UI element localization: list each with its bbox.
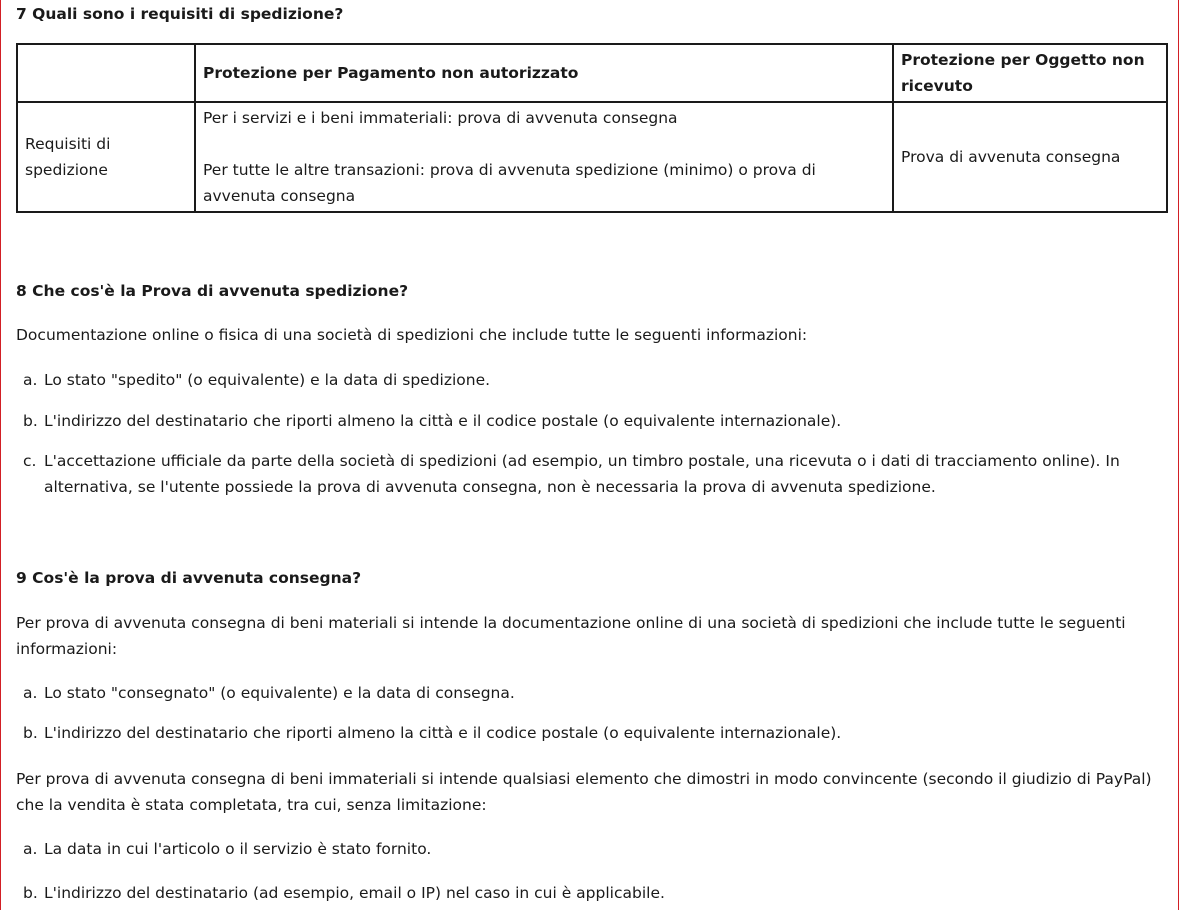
list-item bbox=[23, 880, 1133, 906]
section-9-list-material bbox=[23, 680, 1133, 746]
table-header-row bbox=[17, 44, 1167, 102]
list-marker: a. bbox=[23, 684, 38, 702]
section-8-list bbox=[23, 367, 1133, 500]
table-header-unauthorized-payment: Protezione per Pagamento non autorizzato bbox=[195, 44, 893, 102]
list-item bbox=[23, 680, 1133, 706]
section-7-heading: 7 Quali sono i requisiti di spedizione? bbox=[16, 5, 344, 23]
list-item bbox=[23, 408, 1133, 434]
list-item-text: La data in cui l'articolo o il servizio è stato fornito. bbox=[44, 840, 432, 858]
section-8-heading: 8 Che cos'è la Prova di avvenuta spedizione? bbox=[16, 282, 409, 300]
shipping-requirements-table bbox=[16, 43, 1168, 213]
section-9-intro-material: Per prova di avvenuta consegna di beni materiali si intende la documentazione online di una società di spedizioni che include tutte le seguenti informazioni: bbox=[16, 614, 1126, 658]
section-9-intro-immaterial: Per prova di avvenuta consegna di beni immateriali si intende qualsiasi elemento che dimostri in modo convincente (secondo il giudizio di PayPal) che la vendita è stata completata, tra cui, senza limitazione: bbox=[16, 770, 1152, 814]
list-item-text: L'indirizzo del destinatario che riporti almeno la città e il codice postale (o equivalente internazionale). bbox=[44, 724, 842, 742]
list-item-text: L'accettazione ufficiale da parte della società di spedizioni (ad esempio, un timbro postale, una ricevuta o i dati di tracciamento online). In alternativa, se l'utente possiede la prova di avvenuta consegna, non è necessaria la prova di avvenuta spedizione. bbox=[44, 452, 1120, 496]
cell-line-other-transactions: Per tutte le altre transazioni: prova di avvenuta spedizione (minimo) o prova di avvenuta consegna bbox=[203, 161, 816, 205]
list-item bbox=[23, 720, 1133, 746]
list-marker: b. bbox=[23, 724, 38, 742]
list-item bbox=[23, 836, 1133, 862]
table-header-item-not-received: Protezione per Oggetto non ricevuto bbox=[893, 44, 1167, 102]
list-marker: a. bbox=[23, 371, 38, 389]
cell-unauthorized-payment-requirements bbox=[195, 102, 893, 212]
list-marker: b. bbox=[23, 412, 38, 430]
cell-item-not-received-requirements: Prova di avvenuta consegna bbox=[893, 102, 1167, 212]
list-item-text: Lo stato "consegnato" (o equivalente) e la data di consegna. bbox=[44, 684, 515, 702]
row-label-shipping-requirements: Requisiti di spedizione bbox=[17, 102, 195, 212]
list-item bbox=[23, 367, 1133, 393]
section-9-list-immaterial bbox=[23, 836, 1133, 906]
list-marker: c. bbox=[23, 452, 37, 470]
list-item-text: Lo stato "spedito" (o equivalente) e la data di spedizione. bbox=[44, 371, 491, 389]
cell-line-services: Per i servizi e i beni immateriali: prova di avvenuta consegna bbox=[203, 109, 678, 127]
section-8-intro: Documentazione online o fisica di una società di spedizioni che include tutte le seguenti informazioni: bbox=[16, 326, 808, 344]
list-marker: a. bbox=[23, 840, 38, 858]
list-item-text: L'indirizzo del destinatario che riporti almeno la città e il codice postale (o equivalente internazionale). bbox=[44, 412, 842, 430]
list-marker: b. bbox=[23, 884, 38, 902]
list-item bbox=[23, 448, 1133, 500]
cell-line-spacer bbox=[203, 131, 885, 157]
section-9-heading: 9 Cos'è la prova di avvenuta consegna? bbox=[16, 569, 362, 587]
table-header-empty bbox=[17, 44, 195, 102]
table-row bbox=[17, 102, 1167, 212]
list-item-text: L'indirizzo del destinatario (ad esempio, email o IP) nel caso in cui è applicabile. bbox=[44, 884, 665, 902]
